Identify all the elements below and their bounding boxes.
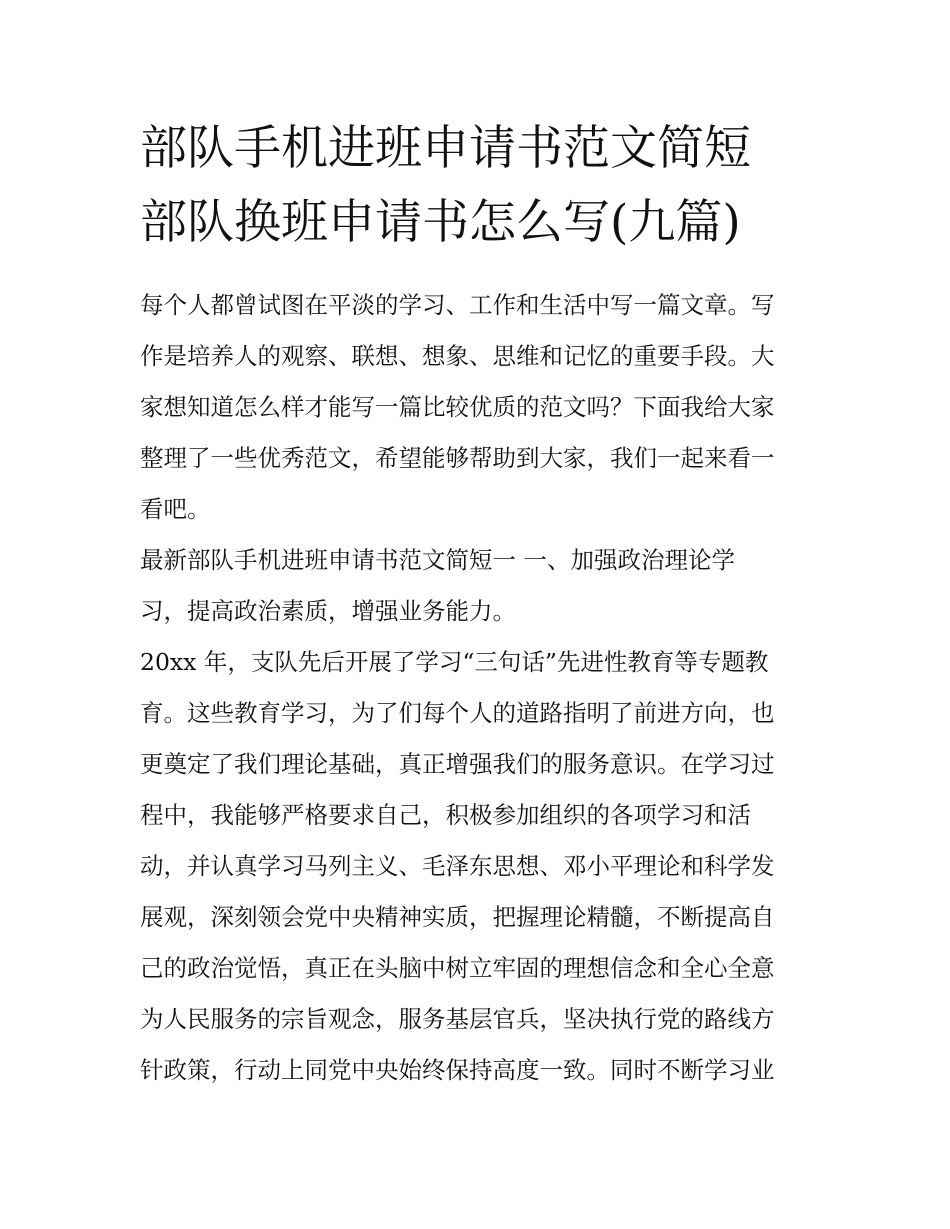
text-line: 动，并认真学习马列主义、毛泽东思想、邓小平理论和科学发 (140, 852, 775, 880)
text-line: 程中，我能够严格要求自己，积极参加组织的各项学习和活 (140, 801, 751, 829)
document-body (140, 280, 812, 1096)
text-line: 每个人都曾试图在平淡的学习、工作和生活中写一篇文章。写 (140, 291, 775, 319)
text-line: 展观，深刻领会党中央精神实质，把握理论精髓，不断提高自 (140, 903, 775, 931)
text-line: 20xx 年，支队先后开展了学习“三句话”先进性教育等专题教 (140, 648, 769, 676)
title-line-2: 部队换班申请书怎么写(九篇) (140, 195, 741, 250)
text-line: 家想知道怎么样才能写一篇比较优质的范文吗？下面我给大家 (140, 393, 775, 421)
title-line-1: 部队手机进班申请书范文简短 (140, 121, 751, 176)
text-line: 育。这些教育学习，为了们每个人的道路指明了前进方向，也 (140, 699, 775, 727)
text-line: 习，提高政治素质，增强业务能力。 (140, 597, 516, 625)
text-line: 整理了一些优秀范文，希望能够帮助到大家，我们一起来看一 (140, 444, 775, 472)
document-title (140, 112, 830, 260)
section-heading (140, 535, 812, 637)
intro-paragraph (140, 280, 812, 535)
text-line: 看吧。 (140, 495, 211, 523)
text-line: 更奠定了我们理论基础，真正增强我们的服务意识。在学习过 (140, 750, 775, 778)
text-line: 为人民服务的宗旨观念，服务基层官兵，坚决执行党的路线方 (140, 1005, 775, 1033)
body-paragraph (140, 637, 812, 1096)
text-line: 最新部队手机进班申请书范文简短一 一、加强政治理论学 (140, 546, 735, 574)
text-line: 针政策，行动上同党中央始终保持高度一致。同时不断学习业 (140, 1056, 775, 1084)
text-line: 己的政治觉悟，真正在头脑中树立牢固的理想信念和全心全意 (140, 954, 775, 982)
text-line: 作是培养人的观察、联想、想象、思维和记忆的重要手段。大 (140, 342, 775, 370)
